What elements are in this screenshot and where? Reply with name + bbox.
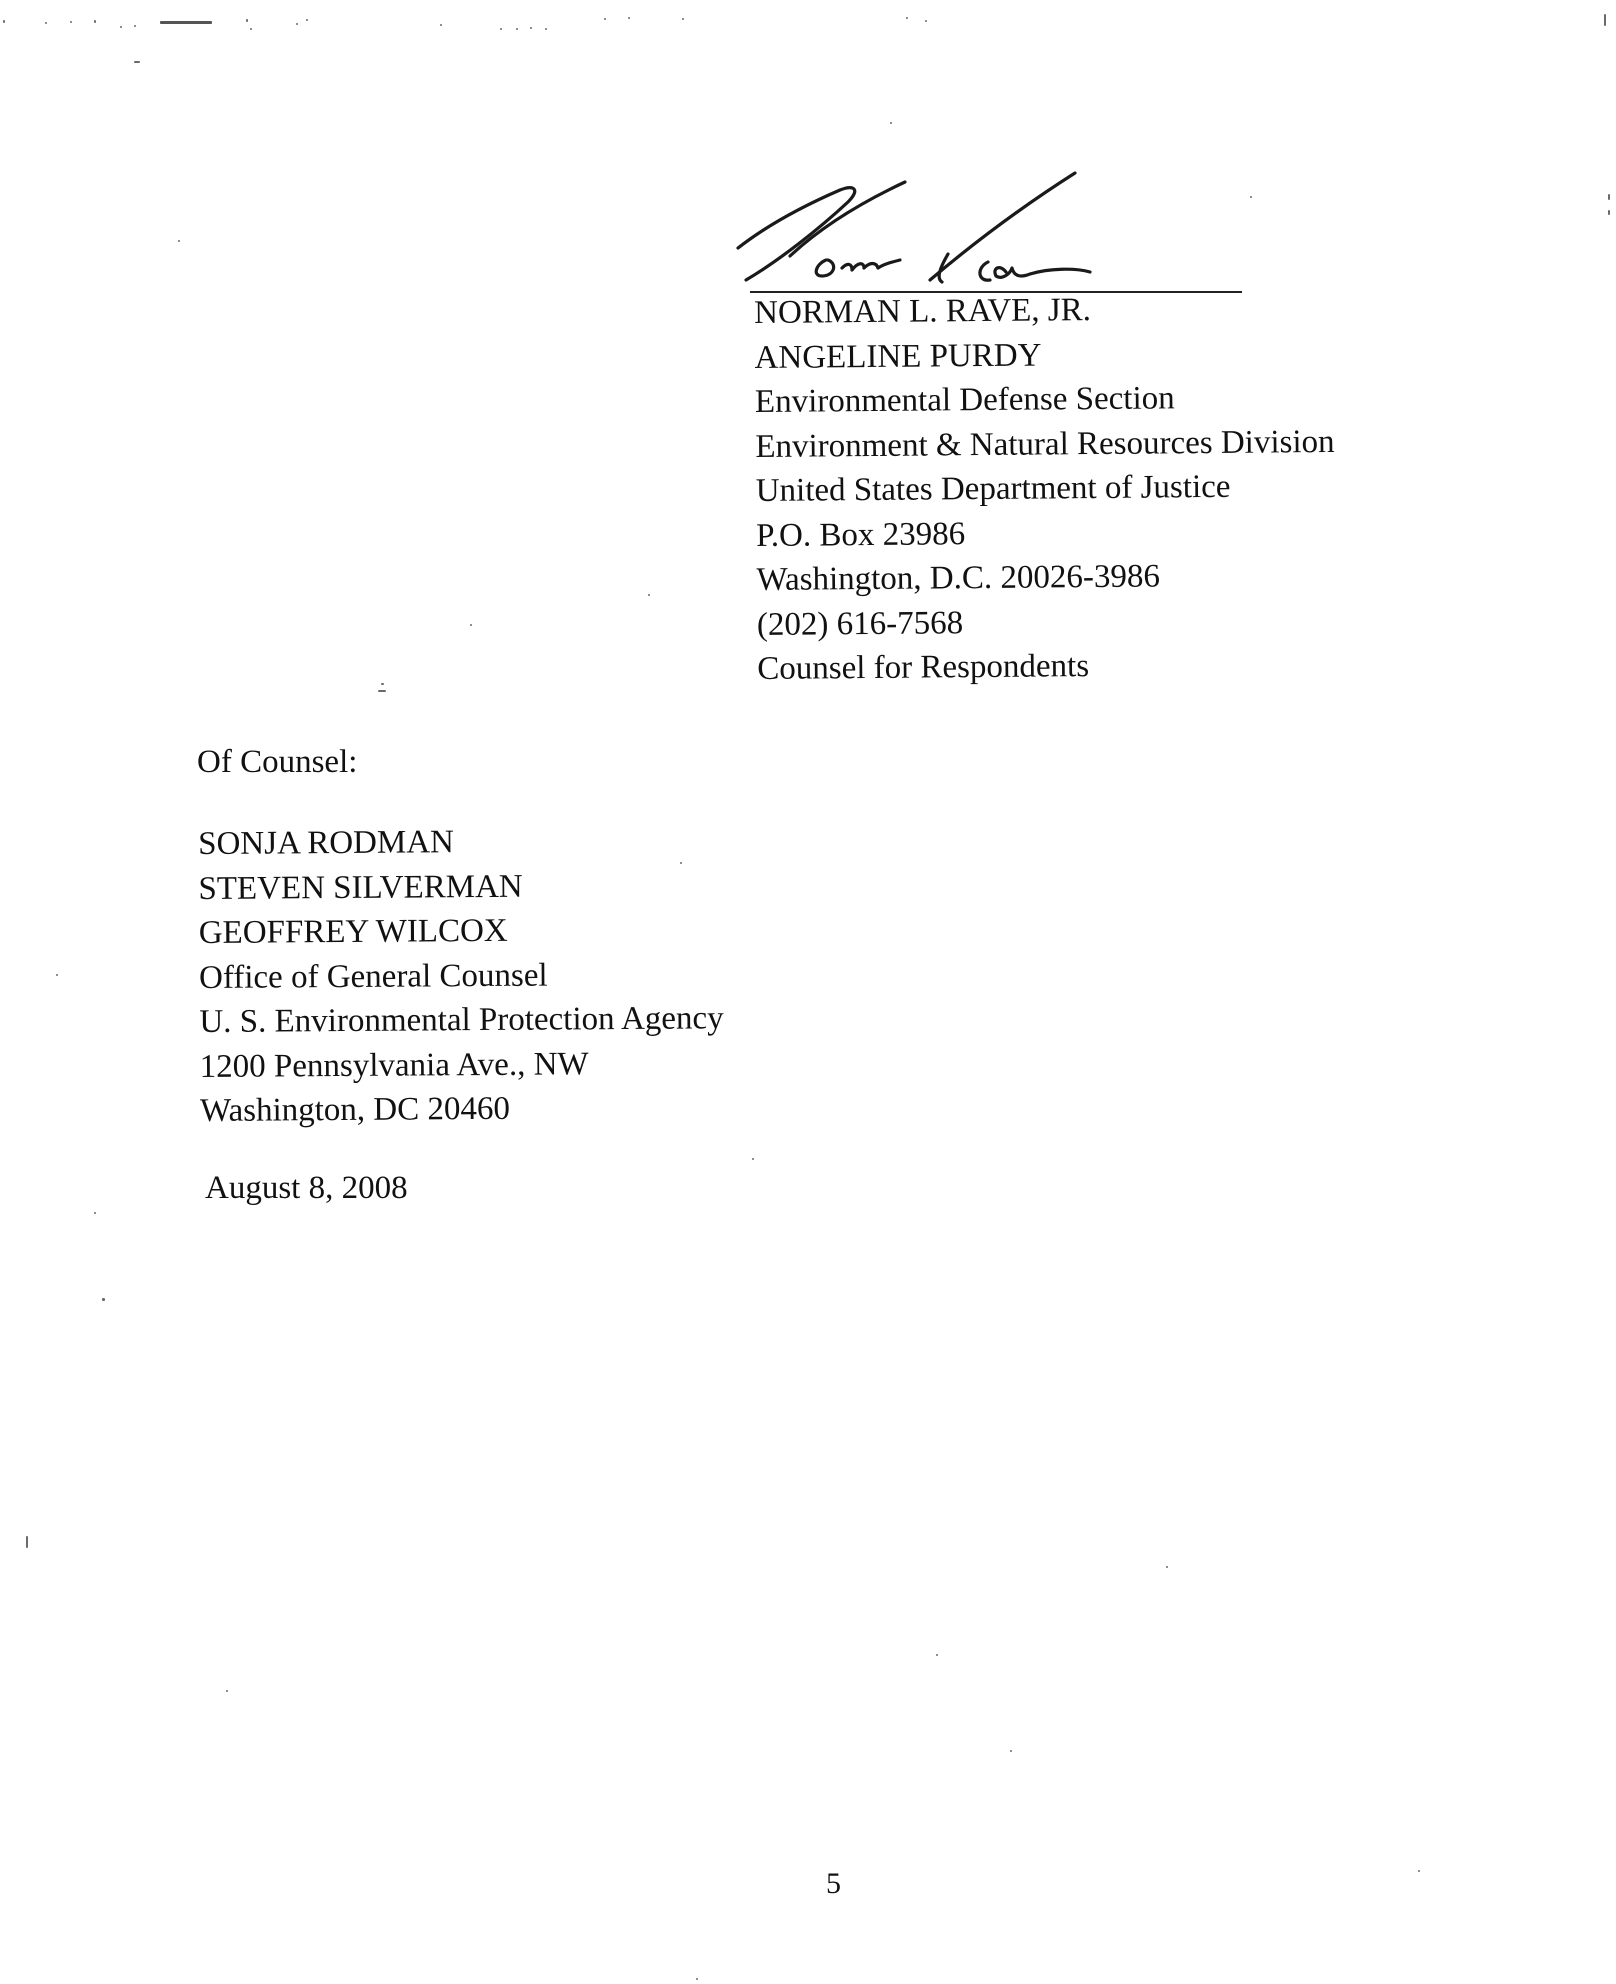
scan-speck [648, 594, 650, 596]
counsel-name: SONJA RODMAN [198, 824, 455, 862]
scan-speck [26, 1536, 28, 1548]
scan-speck [925, 20, 927, 22]
scan-speck [70, 21, 72, 23]
scan-speck [936, 1654, 938, 1656]
counsel-name: STEVEN SILVERMAN [198, 868, 523, 907]
scan-speck [906, 17, 908, 19]
scan-speck [440, 24, 442, 26]
scan-speck [160, 21, 212, 24]
department-name: United States Department of Justice [755, 468, 1231, 509]
scan-speck [604, 18, 606, 20]
scan-speck [56, 974, 58, 976]
scan-speck [1418, 1870, 1420, 1872]
scan-speck [530, 27, 532, 29]
signature-block [754, 286, 1337, 692]
city-state-zip: Washington, D.C. 20026-3986 [756, 558, 1161, 598]
scan-speck [1604, 14, 1606, 26]
scan-speck [226, 1690, 228, 1692]
scan-speck [120, 26, 122, 28]
po-box: P.O. Box 23986 [755, 515, 966, 554]
scan-speck [890, 122, 892, 124]
agency-name: U. S. Environmental Protection Agency [199, 1000, 724, 1040]
of-counsel-block [198, 818, 724, 1133]
scan-speck [682, 18, 684, 20]
scan-speck [1608, 194, 1610, 200]
street-address: 1200 Pennsylvania Ave., NW [199, 1045, 589, 1085]
handwritten-signature [730, 168, 1250, 298]
scan-speck [1608, 210, 1610, 215]
scan-speck [500, 28, 502, 30]
scan-speck [1250, 196, 1252, 198]
division-name: Environment & Natural Resources Division [755, 423, 1335, 465]
scan-speck [102, 1298, 105, 1301]
scan-speck [94, 1212, 96, 1214]
scan-speck [545, 28, 547, 30]
scan-speck [470, 624, 472, 626]
counsel-name: GEOFFREY WILCOX [198, 912, 508, 951]
section-name: Environmental Defense Section [754, 380, 1175, 420]
scan-speck [178, 240, 180, 242]
scan-speck [3, 20, 5, 23]
scan-speck [516, 28, 518, 30]
counsel-role: Counsel for Respondents [757, 648, 1090, 687]
scan-speck [696, 1978, 698, 1980]
scan-speck [134, 25, 136, 27]
scan-speck [378, 690, 386, 692]
document-date: August 8, 2008 [205, 1170, 408, 1206]
scan-speck [381, 683, 384, 685]
office-name: Office of General Counsel [198, 957, 548, 996]
of-counsel-heading: Of Counsel: [197, 744, 358, 780]
scan-speck [1166, 1566, 1168, 1568]
scan-speck [250, 28, 252, 30]
scan-speck [1010, 1750, 1012, 1752]
scan-speck [296, 23, 298, 25]
attorney-name: ANGELINE PURDY [754, 336, 1042, 376]
scan-speck [45, 22, 47, 24]
attorney-name: NORMAN L. RAVE, JR. [754, 292, 1092, 331]
scan-speck [306, 19, 308, 21]
scan-speck [628, 17, 630, 19]
scan-speck [94, 20, 96, 23]
phone-number: (202) 616-7568 [756, 604, 964, 643]
scan-speck [134, 61, 140, 63]
page-number: 5 [826, 1867, 841, 1900]
city-state-zip: Washington, DC 20460 [199, 1090, 511, 1129]
scan-speck [752, 1158, 754, 1160]
scan-speck [246, 19, 248, 22]
